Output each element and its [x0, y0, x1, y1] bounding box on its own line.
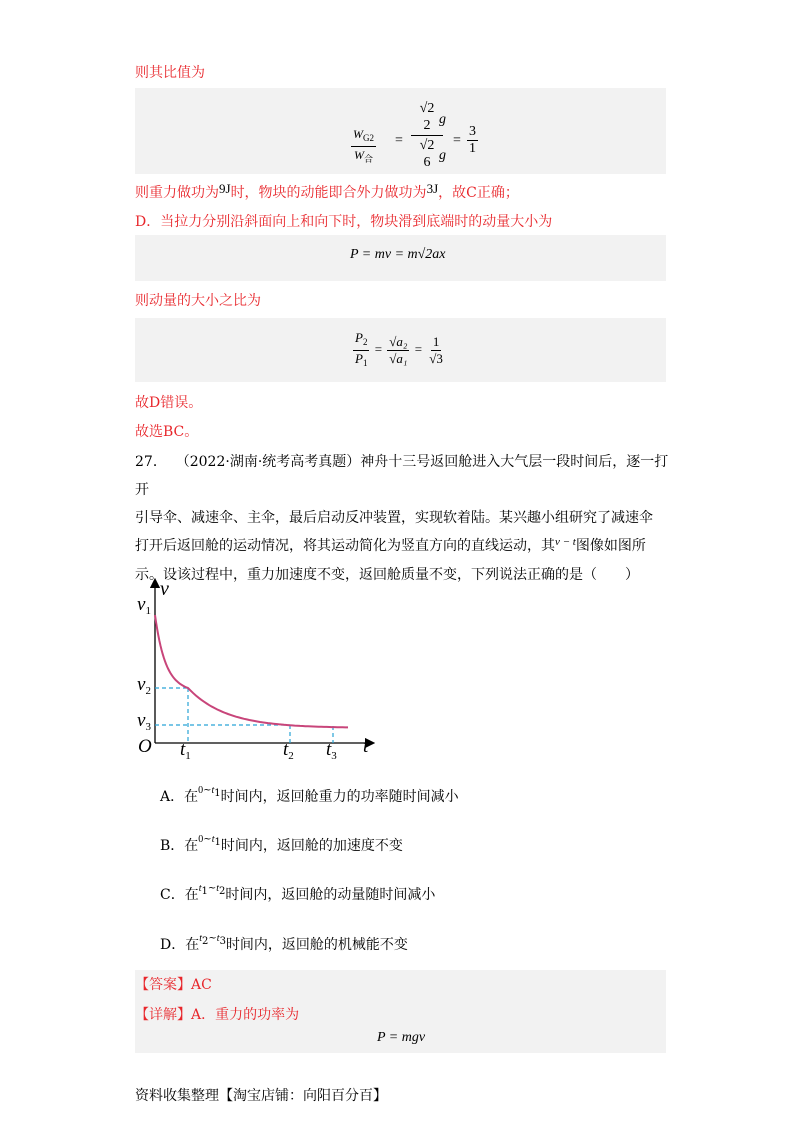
question-27	[135, 448, 675, 589]
formula-box-momentum-ratio	[135, 318, 666, 382]
d-wrong: 故D错误。	[135, 395, 203, 411]
power-formula: P = mgv	[377, 1030, 426, 1045]
option-a[interactable]: A．在$^{0\sim t1}$时间内，返回舱重力的功率随时间减小	[160, 785, 459, 805]
x-axis-label: t	[363, 736, 369, 757]
answer-box	[135, 970, 666, 1053]
footer: 资料收集整理【淘宝店铺：向阳百分百】	[135, 1088, 387, 1104]
question-line-4: 示。设该过程中，重力加速度不变，返回舱质量不变，下列说法正确的是（ ）	[135, 567, 639, 583]
y-axis-label: v	[160, 578, 169, 600]
question-line-2: 引导伞、减速伞、主伞，最后启动反冲装置，实现软着陆。某兴趣小组研究了减速伞	[135, 510, 653, 526]
vt-graph	[130, 575, 380, 760]
origin-label: O	[138, 736, 152, 757]
formula-box-momentum	[135, 235, 666, 281]
c-correct-line: 则重力做功为9J时，物块的动能即合外力做功为3J，故C正确；	[135, 181, 519, 201]
ratio-intro: 则其比值为	[135, 65, 205, 81]
option-d[interactable]: D．在$^{t2\sim t3}$时间内，返回舱的机械能不变	[160, 933, 408, 953]
label-v2: $v_2$	[137, 674, 151, 697]
label-t2: $t_2$	[283, 739, 294, 760]
d-option-analysis: D．当拉力分别沿斜面向上和向下时，物块滑到底端时的动量大小为	[135, 214, 553, 230]
question-line-3: 打开后返回舱的运动情况，将其运动简化为竖直方向的直线运动，其$^{v - t}$图像如图所	[135, 536, 646, 554]
label-v1: $v_1$	[137, 594, 151, 617]
option-b[interactable]: B．在$^{0\sim t1}$时间内，返回舱的加速度不变	[160, 834, 403, 854]
label-t1: $t_1$	[180, 739, 191, 760]
momentum-ratio-intro: 则动量的大小之比为	[135, 293, 261, 309]
label-v3: $v_3$	[137, 710, 151, 733]
answer-line: 【答案】AC	[135, 977, 212, 993]
momentum-ratio-formula: $\frac{P_2}{P_1}$ = $\frac{\text{√a₂}}{\text{√a₁}}$ = $\frac{1}{√3}$	[355, 330, 443, 368]
option-c[interactable]: C．在$^{t1\sim t2}$时间内，返回舱的动量随时间减小	[160, 883, 436, 903]
label-t3: $t_3$	[326, 739, 337, 760]
detail-line: 【详解】A．重力的功率为	[135, 1007, 300, 1023]
momentum-formula: P = mv = m√2ax	[350, 247, 446, 262]
formula-box-work-ratio: $\frac{W_{G2}}{W_合}$ = √2 2 √2 6 g g = $\frac{3}{1}$	[135, 88, 666, 174]
question-line-1: 27． （2022·湖南·统考高考真题）神舟十三号返回舱进入大气层一段时间后，逐一打开	[135, 454, 669, 498]
velocity-curve	[155, 615, 348, 727]
answer-choice-prev: 故选BC。	[135, 424, 199, 440]
guide-lines	[155, 688, 333, 743]
